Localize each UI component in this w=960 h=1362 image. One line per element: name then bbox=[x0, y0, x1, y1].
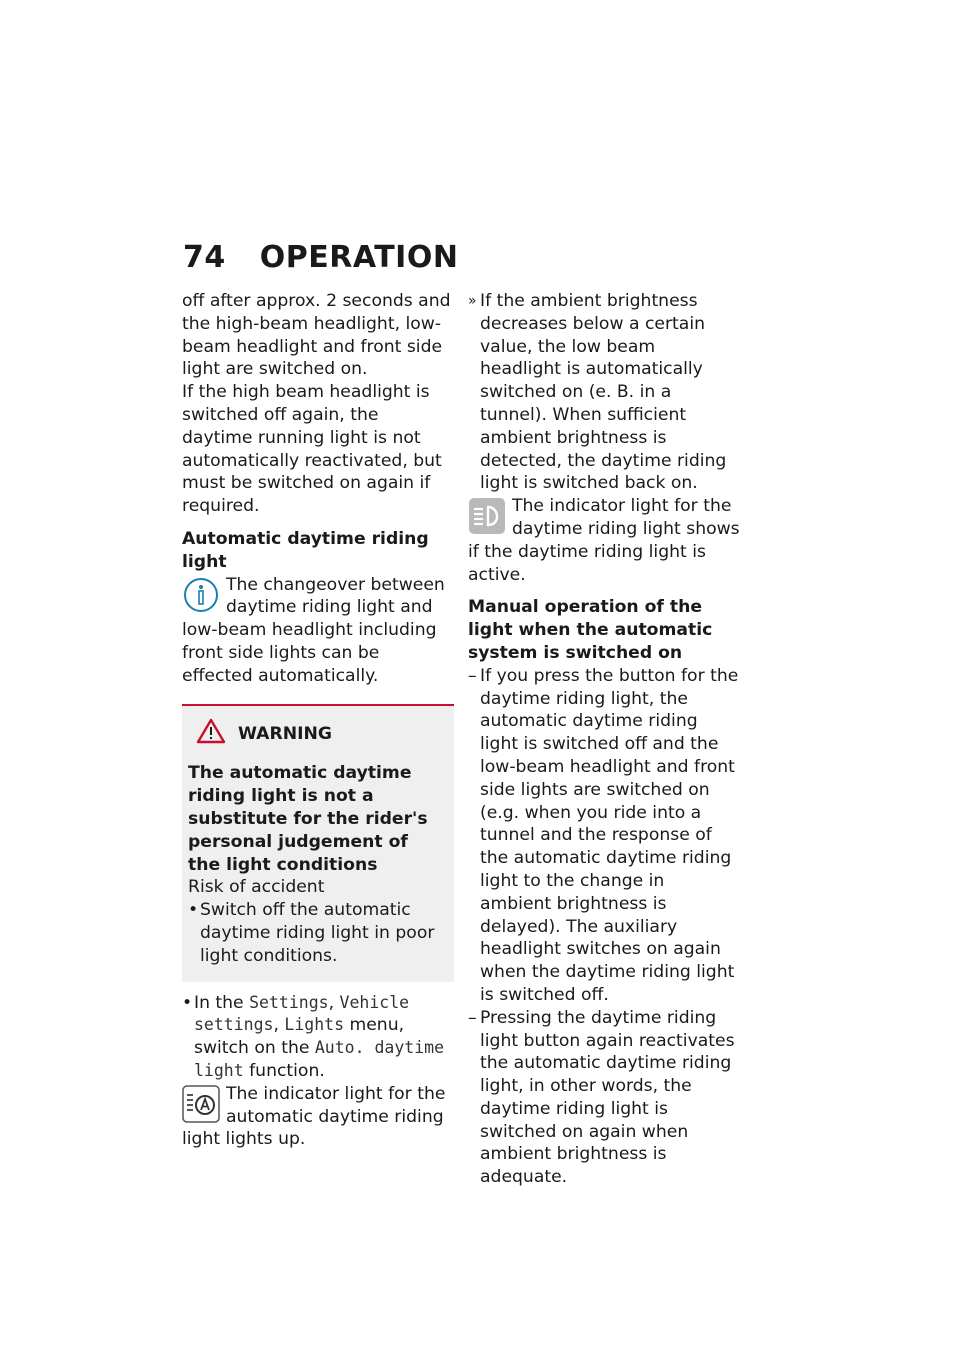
result-mark: » bbox=[468, 293, 477, 309]
step-text: , bbox=[328, 992, 340, 1013]
auto-daytime-light-indicator-icon bbox=[182, 1085, 220, 1123]
menu-vehicle-settings: Vehicle settings bbox=[194, 992, 410, 1035]
list-item bbox=[468, 1007, 740, 1189]
menu-settings: Settings bbox=[249, 992, 329, 1012]
right-column bbox=[468, 290, 740, 1189]
indicator-note bbox=[182, 1083, 454, 1151]
info-text: The changeover between daytime riding light and low-beam headlight including front side lights can be effected automatically. bbox=[182, 574, 445, 686]
warning-icon bbox=[196, 718, 226, 751]
page-number: 74 bbox=[183, 240, 226, 275]
result-text: If the ambient brightness decreases below a certain value, the low beam headlight is automatically switched on (e. B. in a tunnel). When sufficient ambient brightness is detected, the daytime riding light is switched back on. bbox=[480, 291, 727, 494]
section-heading: Automatic daytime riding light bbox=[182, 528, 429, 572]
chapter-title: OPERATION bbox=[259, 240, 459, 275]
menu-lights: Lights bbox=[284, 1015, 345, 1035]
daytime-riding-light-indicator-icon bbox=[468, 497, 506, 535]
step-text: menu, switch on the bbox=[194, 1015, 405, 1059]
bullet-mark: • bbox=[188, 900, 199, 921]
dash-mark: – bbox=[468, 1007, 477, 1028]
step-text: In the bbox=[194, 992, 250, 1013]
indicator-note bbox=[468, 495, 740, 586]
warning-bullet-text: Switch off the automatic daytime riding light in poor light conditions. bbox=[200, 900, 435, 966]
instruction-step bbox=[182, 992, 454, 1083]
section-heading: Manual operation of the light when the automatic system is switched on bbox=[468, 597, 713, 663]
paragraph: off after approx. 2 seconds and the high-beam headlight, low-beam headlight and front side light are switched on. bbox=[182, 291, 451, 380]
warning-bullet bbox=[188, 899, 444, 967]
left-column bbox=[182, 290, 454, 1151]
function-auto-daytime-light: Auto. daytime light bbox=[194, 1038, 445, 1080]
result-item bbox=[468, 290, 740, 495]
indicator-text: The indicator light for the automatic daytime riding light lights up. bbox=[182, 1083, 446, 1150]
page-header bbox=[183, 240, 458, 275]
list-item-text: If you press the button for the daytime riding light, the automatic daytime riding light is switched off and the low-beam headlight and front side lights are switched on (e.g. when you ride into a tunnel and the response of the automatic daytime riding light to the change in ambient brightness is delayed). The auxiliary headlight switches on again when the daytime riding light is switched off. bbox=[480, 665, 739, 1005]
list-item bbox=[468, 665, 740, 1007]
list-item-text: Pressing the daytime riding light button again reactivates the automatic daytime riding light, in other words, the daytime riding light is switched on again when ambient brightness is adequate. bbox=[480, 1007, 735, 1188]
warning-heading: The automatic daytime riding light is not a substitute for the rider's personal judgement of the light conditions bbox=[188, 763, 428, 875]
step-text: , bbox=[273, 1015, 285, 1036]
dash-mark: – bbox=[468, 665, 477, 686]
warning-risk: Risk of accident bbox=[188, 877, 325, 898]
paragraph: If the high beam headlight is switched off again, the daytime running light is not automatically reactivated, but must be switched on again if required. bbox=[182, 382, 442, 517]
info-note bbox=[182, 574, 454, 688]
step-text: function. bbox=[243, 1060, 325, 1081]
warning-box bbox=[182, 704, 454, 982]
warning-title-row bbox=[188, 718, 444, 751]
step-mark: • bbox=[182, 992, 193, 1013]
info-icon bbox=[182, 576, 220, 614]
warning-title: WARNING bbox=[238, 723, 332, 744]
indicator-text: The indicator light for the daytime riding light shows if the daytime riding light is active. bbox=[468, 496, 740, 585]
